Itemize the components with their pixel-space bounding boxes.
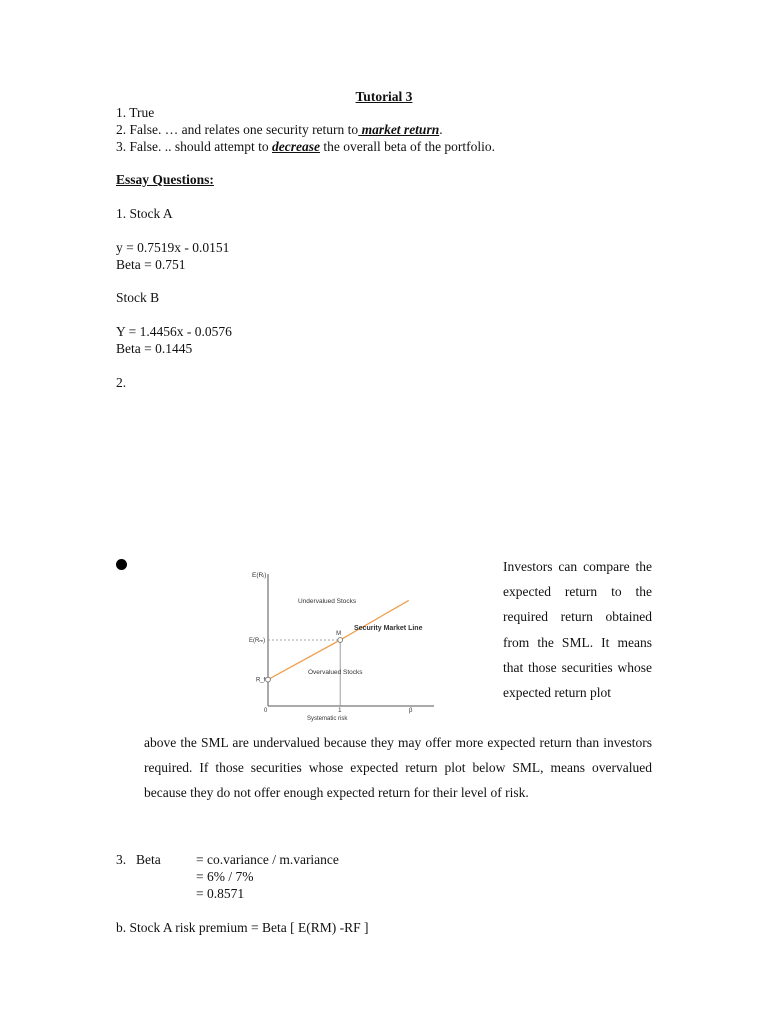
overvalued-annotation: Overvalued Stocks [308,669,363,676]
sml-paragraph-continued: above the SML are undervalued because they may offer more expected return than investors required. If those securities whose expected return plot below SML, means overvalued because they do not offer enough expected return for their level of risk. [144,735,652,801]
qb-line: b. Stock A risk premium = Beta [ E(RM) -RF ] [116,920,369,935]
answer-3-end: the overall beta of the portfolio. [319,139,496,154]
y-tick-rf: R_f [256,677,266,684]
q3-beta-label: Beta [136,852,161,867]
x-tick-0: 0 [264,708,268,714]
answer-3 [116,138,495,155]
stock-b-label: Stock B [116,290,160,305]
stock-b-beta: Beta = 0.1445 [116,341,193,356]
y-tick-erm: E(Rₘ) [249,638,266,644]
stock-b-equation: Y = 1.4456x - 0.0576 [116,324,232,339]
stock-a-beta: Beta = 0.751 [116,257,186,272]
y-axis-label: E(Rᵢ) [252,572,267,579]
sml-paragraph-right: Investors can compare the expected return to the required return obtained from the SML. It means that those securities whose expected return plot [503,559,652,701]
undervalued-annotation: Undervalued Stocks [298,598,357,605]
answer-2 [116,121,443,138]
page-title: Tutorial 3 [355,89,413,104]
q1-label: 1. Stock A [116,206,173,221]
answer-2-end: . [439,122,443,137]
market-point-label: M [336,631,342,637]
answer-2-text: 2. False. … and relates one security return to [116,122,359,137]
market-point [338,638,343,643]
stock-a-equation: y = 0.7519x - 0.0151 [116,240,230,255]
x-tick-1: 1 [338,708,342,714]
q3-label: 3. [116,852,127,867]
chart-title: Security Market Line [354,625,423,632]
bullet-icon [116,559,127,570]
q3-line-1: = co.variance / m.variance [196,852,339,867]
q2-label: 2. [116,375,127,390]
answer-3-emphasis: decrease [272,139,320,154]
answer-3-text: 3. False. .. should attempt to [116,139,272,154]
answer-2-emphasis: market return [358,122,440,137]
essay-heading: Essay Questions: [116,172,214,187]
x-tick-beta: β [409,708,413,714]
x-axis-label: Systematic risk [307,716,348,722]
answer-1: 1. True [116,105,155,120]
q3-line-3: = 0.8571 [196,886,245,901]
rf-point [266,677,271,682]
sml-chart [244,566,444,726]
q3-line-2: = 6% / 7% [196,869,254,884]
